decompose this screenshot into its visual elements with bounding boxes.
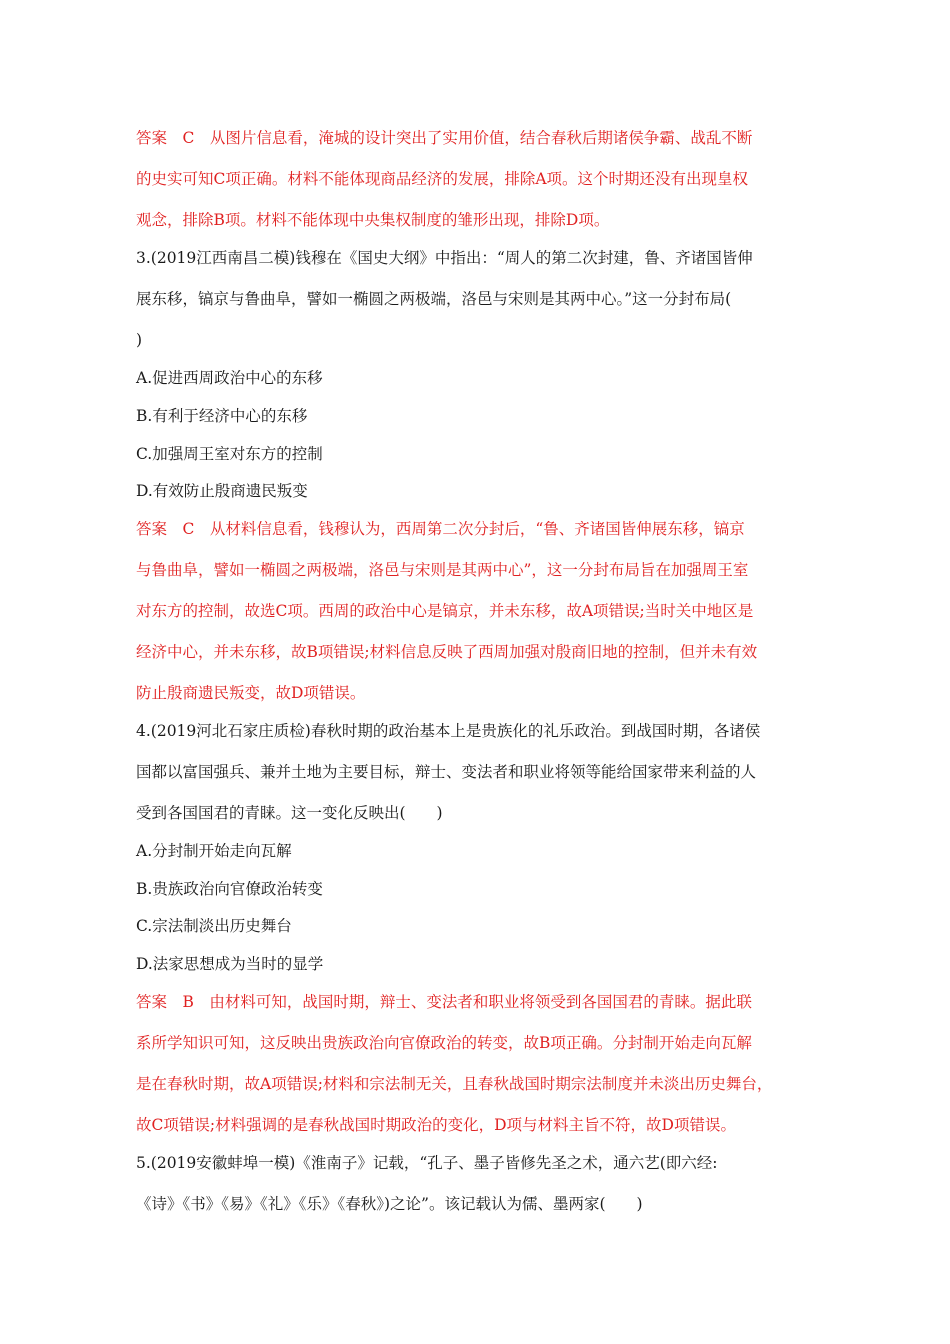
question-4-line: 受到各国国君的青睐。这一变化反映出( ) bbox=[136, 804, 443, 822]
answer-line: 答案 C 从图片信息看，淹城的设计突出了实用价值，结合春秋后期诸侯争霸、战乱不断 bbox=[136, 129, 753, 147]
question-5-line: 5.(2019安徽蚌埠一模)《淮南子》记载，“孔子、墨子皆修先圣之术，通六艺(即六经: bbox=[136, 1154, 718, 1172]
answer-line: 答案 C 从材料信息看，钱穆认为，西周第二次分封后，“鲁、齐诸国皆伸展东移，镐京 bbox=[136, 520, 745, 538]
question-3-line: ) bbox=[136, 331, 143, 349]
answer-line: 与鲁曲阜，譬如一椭圆之两极端，洛邑与宋则是其两中心”，这一分封布局旨在加强周王室 bbox=[136, 561, 749, 579]
question-4-line: 4.(2019河北石家庄质检)春秋时期的政治基本上是贵族化的礼乐政治。到战国时期，各诸侯 bbox=[136, 722, 761, 740]
option-a: A.分封制开始走向瓦解 bbox=[136, 842, 292, 860]
question-5-line: 《诗》《书》《易》《礼》《乐》《春秋》)之论”。该记载认为儒、墨两家( ) bbox=[136, 1195, 643, 1213]
answer-line: 是在春秋时期，故A项错误;材料和宗法制无关，且春秋战国时期宗法制度并未淡出历史舞台， bbox=[136, 1075, 773, 1093]
option-c: C.宗法制淡出历史舞台 bbox=[136, 917, 292, 935]
answer-line: 对东方的控制，故选C项。西周的政治中心是镐京，并未东移，故A项错误;当时关中地区是 bbox=[136, 602, 754, 620]
option-d: D.法家思想成为当时的显学 bbox=[136, 955, 324, 973]
answer-line: 经济中心，并未东移，故B项错误;材料信息反映了西周加强对殷商旧地的控制，但并未有效 bbox=[136, 643, 758, 661]
option-b: B.贵族政治向官僚政治转变 bbox=[136, 880, 323, 898]
option-b: B.有利于经济中心的东移 bbox=[136, 407, 308, 425]
answer-line: 系所学知识可知，这反映出贵族政治向官僚政治的转变，故B项正确。分封制开始走向瓦解 bbox=[136, 1034, 752, 1052]
answer-line: 故C项错误;材料强调的是春秋战国时期政治的变化，D项与材料主旨不符，故D项错误。 bbox=[136, 1116, 736, 1134]
answer-line: 防止殷商遗民叛变，故D项错误。 bbox=[136, 684, 366, 702]
answer-line: 的史实可知C项正确。材料不能体现商品经济的发展，排除A项。这个时期还没有出现皇权 bbox=[136, 170, 749, 188]
option-a: A.促进西周政治中心的东移 bbox=[136, 369, 323, 387]
question-4-line: 国都以富国强兵、兼并土地为主要目标，辩士、变法者和职业将领等能给国家带来利益的人 bbox=[136, 763, 757, 781]
question-3-line: 展东移，镐京与鲁曲阜，譬如一椭圆之两极端，洛邑与宋则是其两中心。”这一分封布局( bbox=[136, 290, 732, 308]
answer-line: 答案 B 由材料可知，战国时期，辩士、变法者和职业将领受到各国国君的青睐。据此联 bbox=[136, 993, 752, 1011]
answer-line: 观念，排除B项。材料不能体现中央集权制度的雏形出现，排除D项。 bbox=[136, 211, 610, 229]
question-3-line: 3.(2019江西南昌二模)钱穆在《国史大纲》中指出：“周人的第二次封建，鲁、齐诸国皆伸 bbox=[136, 249, 753, 267]
option-d: D.有效防止殷商遗民叛变 bbox=[136, 482, 308, 500]
option-c: C.加强周王室对东方的控制 bbox=[136, 445, 323, 463]
